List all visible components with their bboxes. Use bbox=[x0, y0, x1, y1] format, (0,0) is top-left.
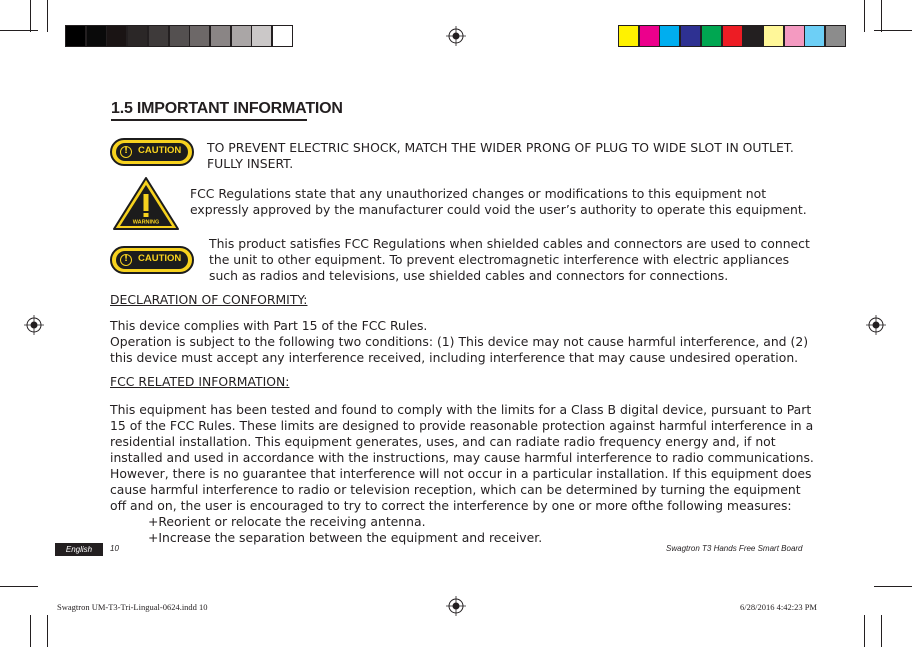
slug-file-name: Swagtron UM-T3-Tri-Lingual-0624.indd 10 bbox=[57, 602, 208, 612]
fcc-info-body: This equipment has been tested and found to comply with the limits for a Class B digital device, pursuant to Part 15 of the FCC Rules. These limits are designed to provide reasonable protection against harmful interference in a residential installation. This equipment generates, uses, and can radiate radio frequency energy and, if not installed and used in accordance with the instructions, may cause harmful interference to radio communications. However, there is no guarantee that interference will not occur in a particular installation. If this equipment does cause harmful interference to radio or television reception, which can be determined by turning the equipment off and on, the user is encouraged to try to correct the interference by one or more ofthe following measures: +Reorient or relocate the receiving antenna. +Increase the separation between the equipment and receiver. bbox=[110, 402, 814, 545]
measure-item: +Increase the separation between the equipment and receiver. bbox=[148, 530, 543, 545]
caution-badge: ! CAUTION bbox=[110, 246, 194, 274]
declaration-title: DECLARATION OF CONFORMITY: bbox=[110, 292, 308, 307]
color-swatch bbox=[251, 25, 272, 47]
color-swatch bbox=[639, 25, 660, 47]
color-swatch bbox=[169, 25, 190, 47]
slug-timestamp: 6/28/2016 4:42:23 PM bbox=[740, 602, 817, 612]
page-number: 10 bbox=[110, 544, 119, 553]
fcc-info-title: FCC RELATED INFORMATION: bbox=[110, 374, 290, 389]
color-swatch bbox=[804, 25, 825, 47]
color-swatch bbox=[189, 25, 210, 47]
registration-mark-icon bbox=[446, 26, 466, 46]
color-swatch bbox=[210, 25, 231, 47]
color-swatch bbox=[701, 25, 722, 47]
color-swatch bbox=[742, 25, 763, 47]
color-swatch bbox=[106, 25, 127, 47]
color-swatch bbox=[763, 25, 784, 47]
color-swatch bbox=[784, 25, 805, 47]
heading-underline bbox=[111, 119, 307, 121]
color-swatch bbox=[825, 25, 846, 47]
color-swatch bbox=[86, 25, 107, 47]
color-swatch bbox=[148, 25, 169, 47]
measure-item: +Reorient or relocate the receiving antenna. bbox=[148, 514, 426, 529]
registration-mark-icon bbox=[446, 596, 466, 616]
exclamation-icon: ! bbox=[120, 146, 132, 158]
registration-mark-icon bbox=[24, 315, 44, 335]
color-swatch bbox=[618, 25, 639, 47]
section-heading: 1.5 IMPORTANT INFORMATION bbox=[111, 100, 343, 117]
warning-triangle-icon bbox=[112, 176, 180, 232]
warning-label: WARNING bbox=[132, 219, 160, 226]
color-swatch bbox=[722, 25, 743, 47]
exclamation-icon: ! bbox=[120, 254, 132, 266]
color-swatch bbox=[231, 25, 252, 47]
declaration-body: This device complies with Part 15 of the FCC Rules. Operation is subject to the following two conditions: (1) This device may not cause harmful interference, and (2) this device must accept any interference received, including interference that may cause undesired operation. bbox=[110, 318, 809, 365]
notice-shock: TO PREVENT ELECTRIC SHOCK, MATCH THE WIDER PRONG OF PLUG TO WIDE SLOT IN OUTLET. FULLY INSERT. bbox=[207, 140, 794, 171]
notice-fcc-modifications: FCC Regulations state that any unauthorized changes or modifications to this equipment not expressly approved by the manufacturer could void the user’s authority to operate this equipment. bbox=[190, 186, 807, 217]
color-swatch bbox=[680, 25, 701, 47]
footer-product-name: Swagtron T3 Hands Free Smart Board bbox=[666, 544, 803, 553]
color-swatch bbox=[65, 25, 86, 47]
color-swatch bbox=[272, 25, 293, 47]
footer-language-tab: English bbox=[55, 543, 103, 556]
registration-mark-icon bbox=[866, 315, 886, 335]
color-swatch bbox=[127, 25, 148, 47]
color-swatch bbox=[659, 25, 680, 47]
caution-badge: ! CAUTION bbox=[110, 138, 194, 166]
notice-shielded-cables: This product satisfies FCC Regulations when shielded cables and connectors are used to connect the unit to other equipment. To prevent electromagnetic interference with electric appliances such as radios and televisions, use shielded cables and connectors for connections. bbox=[209, 236, 810, 283]
